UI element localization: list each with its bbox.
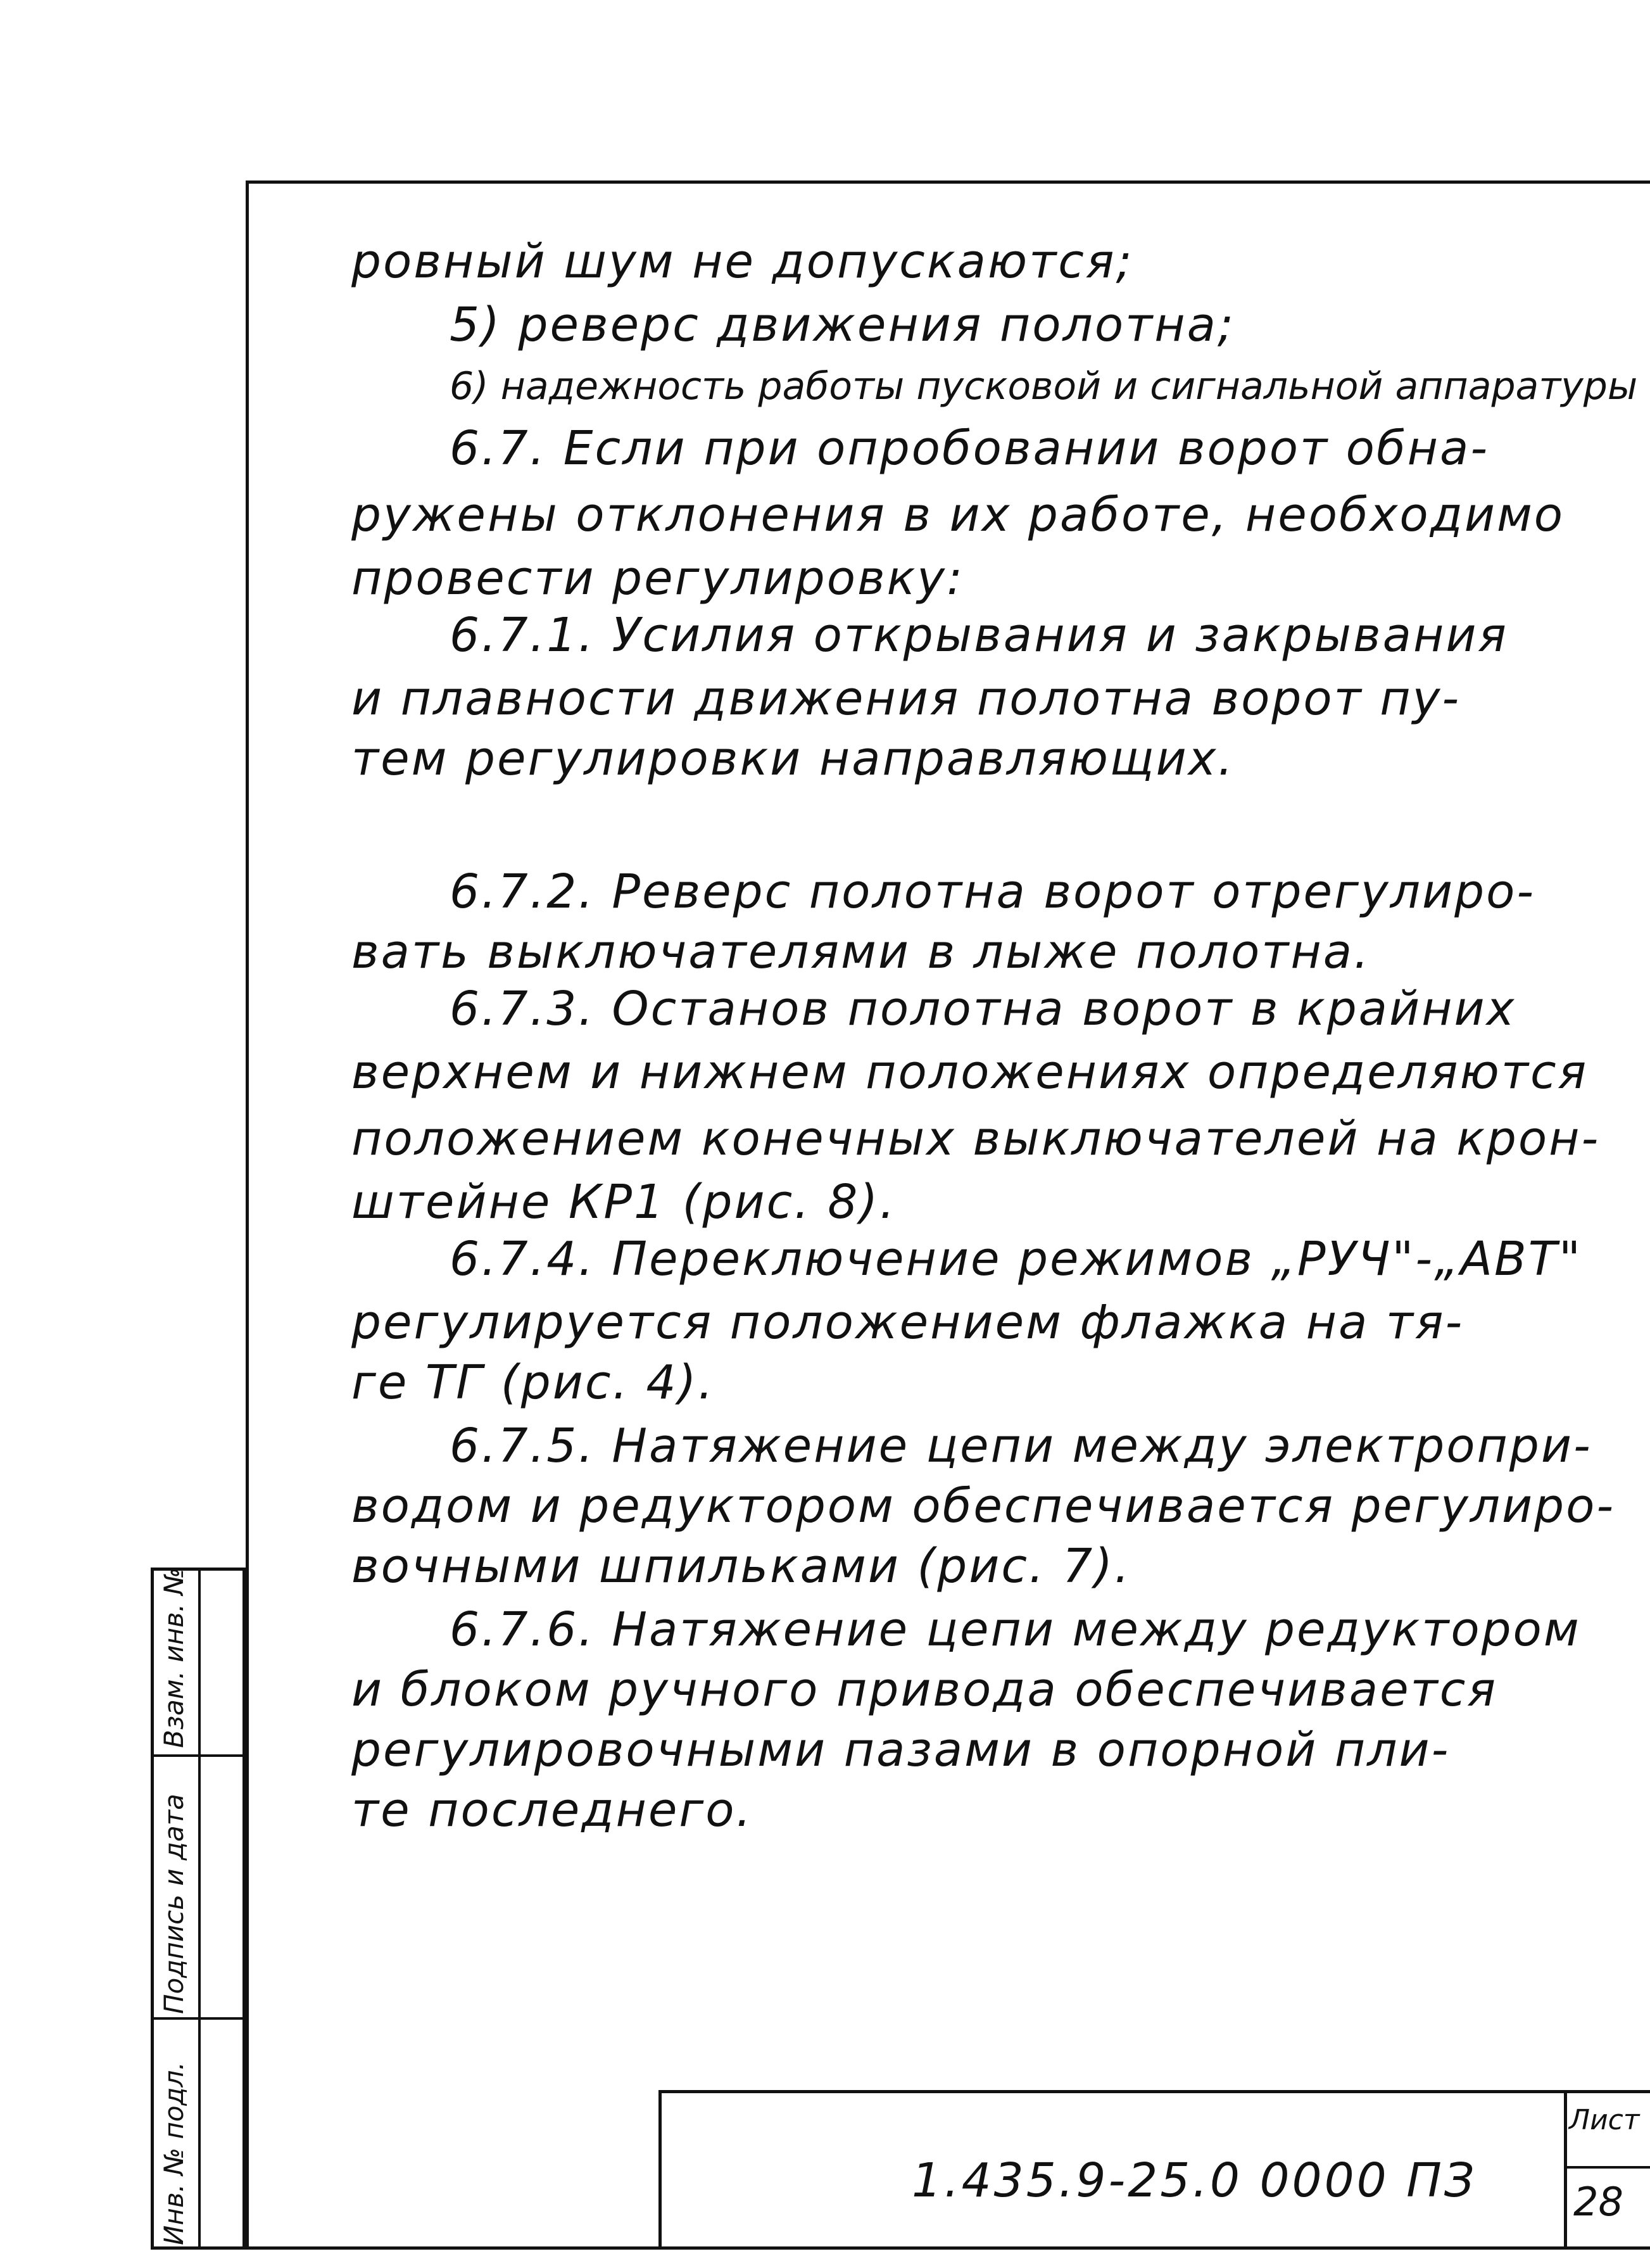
text-line: 5) реверс движения полотна; xyxy=(450,298,1235,352)
text-line: ровный шум не допускаются; xyxy=(351,234,1134,289)
text-line: регулировочными пазами в опорной пли- xyxy=(351,1723,1451,1777)
text-line: 6) надежность работы пусковой и сигнальной аппаратуры xyxy=(450,364,1638,409)
stamp-podpis-data: Подпись и дата xyxy=(158,1794,189,2014)
text-line: вать выключателями в лыже полотна. xyxy=(351,925,1371,979)
text-line: 6.7.3. Останов полотна ворот в крайних xyxy=(450,982,1516,1036)
text-line: штейне КР1 (рис. 8). xyxy=(351,1175,897,1229)
text-line: те последнего. xyxy=(351,1783,753,1837)
text-line: положением конечных выключателей на крон- xyxy=(351,1112,1601,1166)
stamp-inv-podl: Инв. № подл. xyxy=(158,2062,189,2245)
text-line: 6.7.6. Натяжение цепи между редуктором xyxy=(450,1602,1581,1657)
text-line: 6.7.5. Натяжение цепи между электропри- xyxy=(450,1419,1592,1473)
text-line: тем регулировки направляющих. xyxy=(351,732,1235,786)
text-line: провести регулировку: xyxy=(351,551,965,605)
sheet-number: 28 xyxy=(1573,2179,1623,2225)
text-line: вочными шпильками (рис. 7). xyxy=(351,1539,1131,1593)
text-line: 6.7. Если при опробовании ворот обна- xyxy=(450,421,1490,476)
text-line: верхнем и нижнем положениях определяются xyxy=(351,1045,1589,1099)
text-line: и блоком ручного привода обеспечивается xyxy=(351,1663,1497,1717)
text-line: 6.7.1. Усилия открывания и закрывания xyxy=(450,608,1508,662)
sheet-label: Лист xyxy=(1569,2104,1640,2136)
text-line: ге ТГ (рис. 4). xyxy=(351,1355,715,1410)
text-line: водом и редуктором обеспечивается регулиро- xyxy=(351,1479,1616,1533)
text-line: ружены отклонения в их работе, необходимо xyxy=(351,488,1565,542)
text-line: регулируется положением флажка на тя- xyxy=(351,1295,1464,1350)
stamp-vzam-inv: Взам. инв. № xyxy=(158,1567,189,1748)
text-line: 6.7.4. Переключение режимов „РУЧ"-„АВТ" xyxy=(450,1232,1583,1286)
document-code: 1.435.9-25.0 0000 ПЗ xyxy=(912,2153,1477,2208)
text-line: и плавности движения полотна ворот пу- xyxy=(351,671,1461,726)
text-line: 6.7.2. Реверс полотна ворот отрегулиро- xyxy=(450,865,1536,919)
